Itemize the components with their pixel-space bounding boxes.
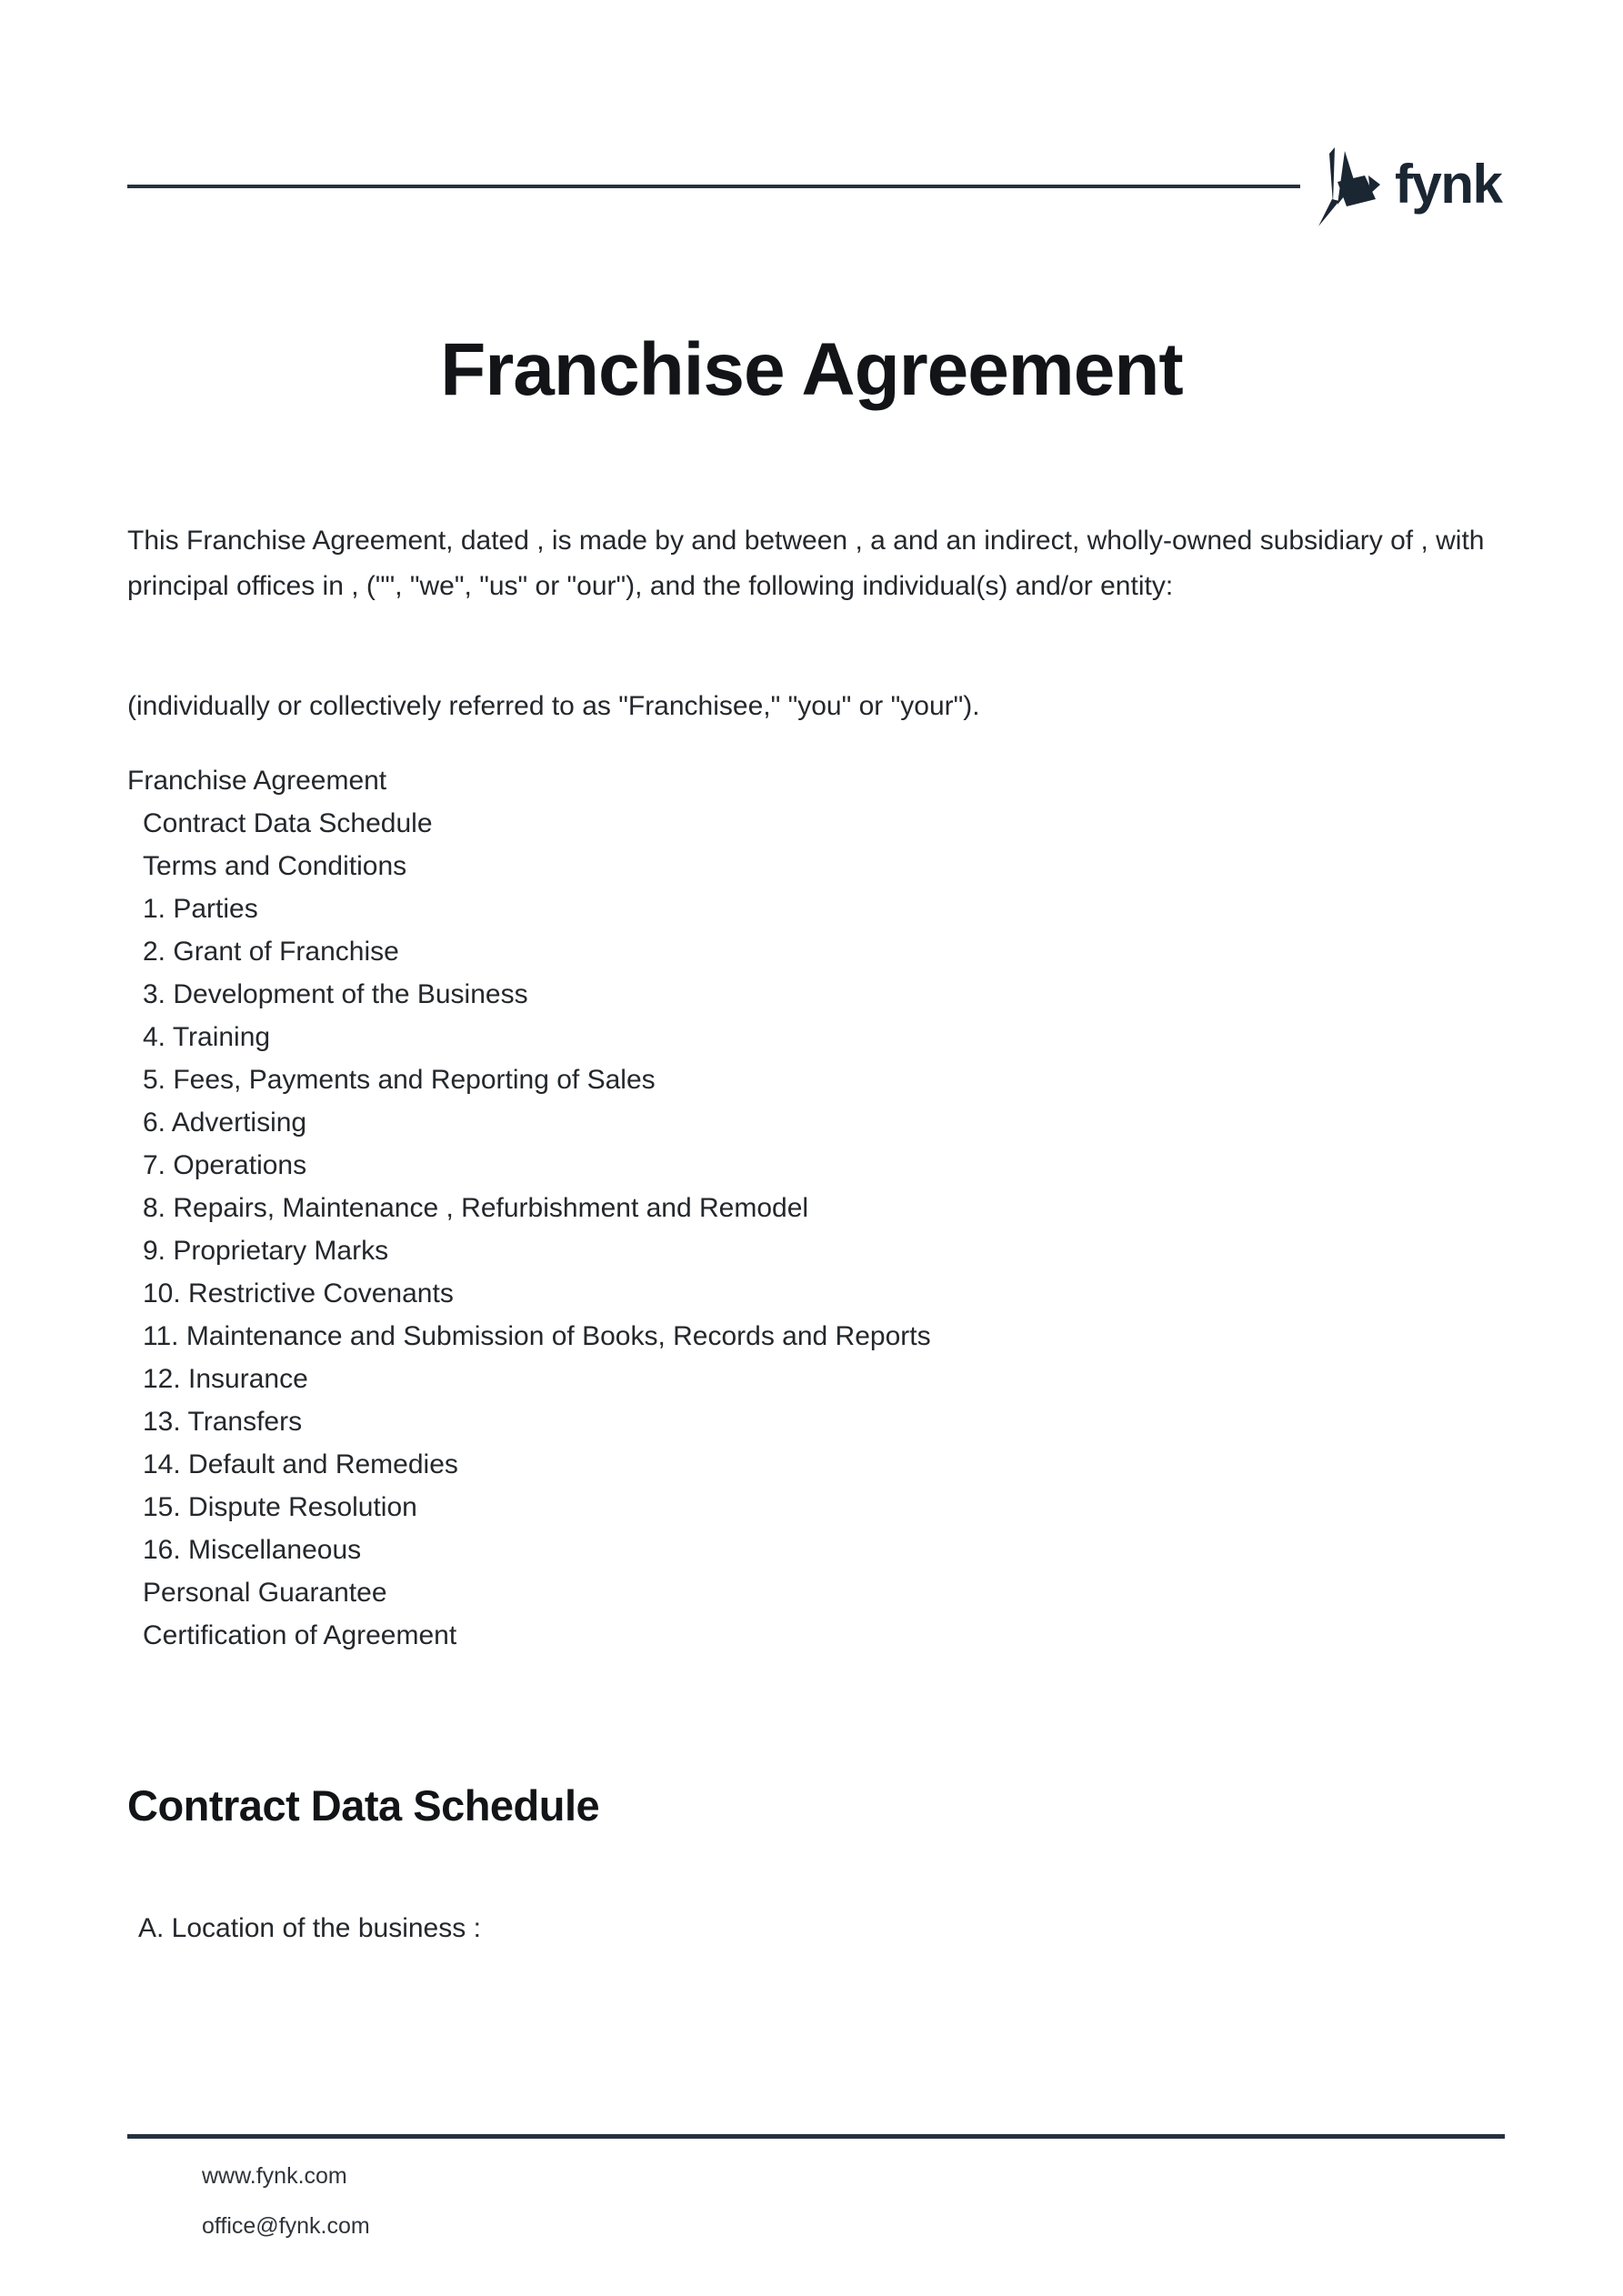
footer-website: www.fynk.com (202, 2163, 347, 2189)
page-title: Franchise Agreement (440, 328, 1183, 411)
section-heading: Contract Data Schedule (127, 1781, 600, 1830)
toc-item: Franchise Agreement (127, 766, 387, 796)
footer-email: office@fynk.com (202, 2213, 370, 2239)
toc-item: 14. Default and Remedies (143, 1449, 458, 1479)
toc-item: 15. Dispute Resolution (143, 1492, 417, 1522)
franchisee-note: (individually or collectively referred to as "Franchisee," "you" or "your"). (127, 691, 980, 721)
toc-item: 6. Advertising (143, 1108, 307, 1138)
schedule-item-a: A. Location of the business : (138, 1913, 481, 1943)
toc-item: 8. Repairs, Maintenance , Refurbishment and Remodel (143, 1193, 809, 1223)
toc-item: 12. Insurance (143, 1364, 308, 1394)
toc-item: 16. Miscellaneous (143, 1535, 362, 1565)
toc-item: 7. Operations (143, 1150, 307, 1180)
table-of-contents (127, 759, 931, 1657)
toc-item: 10. Restrictive Covenants (143, 1278, 454, 1308)
toc-item: Certification of Agreement (143, 1620, 457, 1650)
footer-rule (127, 2134, 1505, 2139)
toc-item: 2. Grant of Franchise (143, 937, 399, 967)
toc-item: Contract Data Schedule (143, 808, 433, 838)
toc-item: 3. Development of the Business (143, 979, 528, 1009)
footer (202, 2151, 370, 2251)
logo-wordmark: fynk (1395, 154, 1502, 215)
toc-item: Personal Guarantee (143, 1578, 387, 1608)
toc-item: 5. Fees, Payments and Reporting of Sales (143, 1065, 656, 1095)
fynk-logo (1317, 145, 1501, 229)
toc-item: 1. Parties (143, 894, 258, 924)
header-rule (127, 185, 1300, 188)
toc-item: 9. Proprietary Marks (143, 1236, 389, 1266)
toc-item: Terms and Conditions (143, 851, 407, 881)
origami-bird-icon (1317, 147, 1380, 227)
toc-item: 13. Transfers (143, 1407, 303, 1437)
toc-item: 11. Maintenance and Submission of Books, Records and Reports (143, 1321, 931, 1351)
intro-paragraph: This Franchise Agreement, dated , is made by and between , a and an indirect, wholly-owned subsidiary of , with principal offices in , ("", "we", "us" or "our"), and the following individual(s) and/or entity: (127, 526, 1485, 601)
toc-item: 4. Training (143, 1022, 271, 1052)
